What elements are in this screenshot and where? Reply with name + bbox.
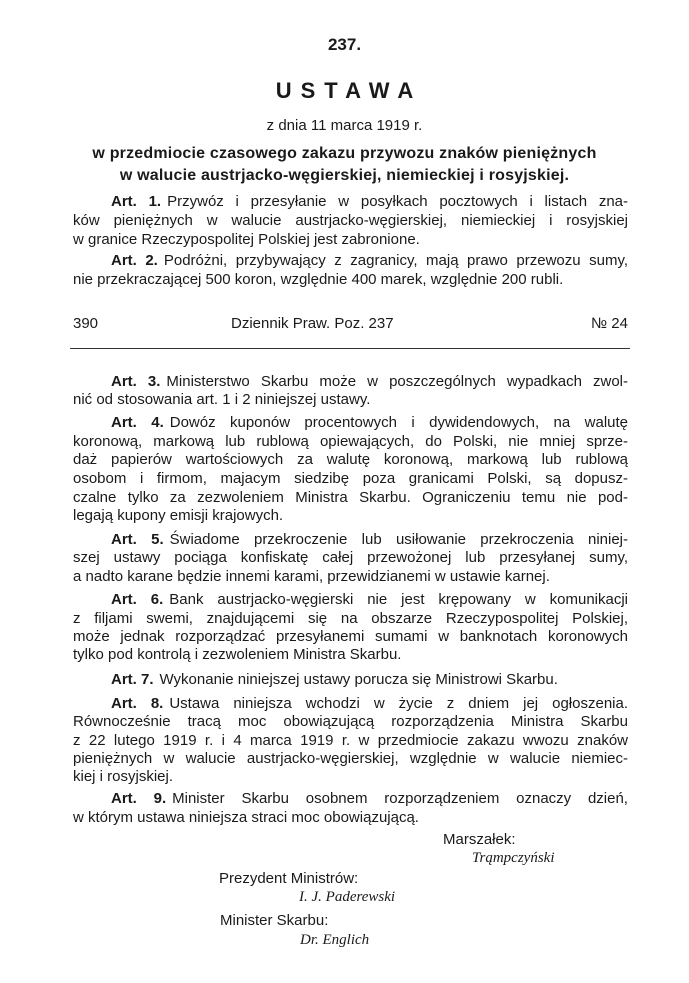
article-label: Art. 6. — [111, 591, 164, 608]
subject-line: w walucie austrjacko-węgierskiej, niemieckiej i rosyjskiej. — [119, 167, 570, 184]
article-line: legają kupony emisji krajowych. — [73, 507, 284, 524]
article-text: Minister Skarbu osobnem rozporządzeniem oznaczy dzień, — [172, 790, 628, 807]
article-label: Art. 4. — [111, 414, 164, 431]
article-label: Art. 7. — [111, 671, 154, 688]
article-first-line — [73, 671, 628, 689]
signature-name: Trąmpczyński — [472, 850, 555, 866]
article-label: Art. 1. — [111, 193, 162, 210]
page-number: 390 — [73, 315, 99, 332]
signature-name: Dr. Englich — [300, 932, 370, 948]
article-line: pieniężnych w walucie austrjacko-węgierskiej, względnie w walucie niemiec- — [73, 750, 628, 767]
article-first-line — [73, 531, 628, 549]
article-line: osobom i firmom, majacym siedzibę poza granicami Polski, są dopusz- — [73, 470, 628, 487]
article-line: a nadto karane będzie innemi karami, przewidzianemi w ustawie karnej. — [73, 568, 550, 585]
article-line: ków pieniężnych w walucie austrjacko-węgierskiej, niemieckiej i rosyjskiej — [73, 212, 628, 229]
article-line: nić od stosowania art. 1 i 2 niniejszej ustawy. — [73, 391, 371, 408]
signature-role: Minister Skarbu: — [220, 912, 329, 929]
article-line: kiej i rosyjskiej. — [73, 768, 174, 785]
journal-reference: Dziennik Praw. Poz. 237 — [231, 315, 394, 332]
article-text: Ustawa niniejsza wchodzi w życie z dniem jej ogłoszenia. — [169, 695, 628, 712]
article-first-line — [73, 193, 628, 211]
article-text: Dowóz kuponów procentowych i dywidendowych, na walutę — [169, 414, 629, 431]
article-first-line — [73, 373, 628, 391]
article-line: daż papierów wartościowych za walutę koronową, markową lub rublową — [73, 451, 628, 468]
signature-role: Marszałek: — [443, 831, 516, 848]
article-text: Przywóz i przesyłanie w posyłkach pocztowych i listach zna- — [167, 193, 628, 210]
header-rule — [70, 348, 630, 349]
article-line: może jednak rozporządzać przesyłanemi sumami w banknotach koronowych — [73, 628, 628, 645]
article-line: koronową, markową lub rublową opiewających, do Polski, nie mniej sprze- — [73, 433, 628, 450]
article-line: w którym ustawa niniejsza straci moc obowiązującą. — [73, 809, 419, 826]
act-number: 237. — [327, 35, 362, 54]
article-line: Równocześnie tracą moc obowiązującą rozporządzenia Ministra Skarbu — [73, 713, 628, 730]
issue-number: № 24 — [591, 315, 628, 332]
article-text: Bank austrjacko-węgierski nie jest krępowany w komunikacji — [169, 591, 629, 608]
article-line: z 22 lutego 1919 r. i 4 marca 1919 r. w przedmiocie zakazu wwozu znaków — [73, 732, 628, 749]
article-first-line — [73, 414, 628, 432]
article-label: Art. 2. — [111, 252, 158, 269]
article-first-line — [73, 252, 628, 270]
article-first-line — [73, 695, 628, 713]
article-label: Art. 8. — [111, 695, 164, 712]
article-line: z filjami swemi, znajdującemi się na obszarze Rzeczypospolitej Polskiej, — [73, 610, 628, 627]
article-label: Art. 3. — [111, 373, 161, 390]
subject-line: w przedmiocie czasowego zakazu przywozu znaków pieniężnych — [92, 145, 597, 162]
article-label: Art. 5. — [111, 531, 164, 548]
signature-role: Prezydent Ministrów: — [219, 870, 359, 887]
article-line: nie przekraczającej 500 koron, względnie 400 marek, względnie 200 rubli. — [73, 271, 564, 288]
article-label: Art. 9. — [111, 790, 167, 807]
article-text: Ministerstwo Skarbu może w poszczególnych wypadkach zwol- — [166, 373, 629, 390]
article-line: czalne tylko za zezwoleniem Ministra Skarbu. Ograniczeniu temu nie pod- — [73, 489, 628, 506]
document-title: USTAWA — [275, 78, 423, 103]
article-line: szej ustawy pociąga konfiskatę całej przewożonej lub przesyłanej sumy, — [73, 549, 628, 566]
article-line: w granice Rzeczypospolitej Polskiej jest zabronione. — [73, 231, 420, 248]
article-first-line — [73, 591, 628, 609]
article-line: tylko pod kontrolą i zezwoleniem Ministra Skarbu. — [73, 646, 402, 663]
signature-name: I. J. Paderewski — [299, 889, 396, 905]
document-date: z dnia 11 marca 1919 r. — [266, 117, 423, 134]
article-first-line — [73, 790, 628, 808]
article-text: Podróżni, przybywający z zagranicy, mają prawo przewozu sumy, — [163, 252, 629, 269]
article-text: Wykonanie niniejszej ustawy porucza się Ministrowi Skarbu. — [159, 671, 558, 688]
article-text: Świadome przekroczenie lub usiłowanie przekroczenia niniej- — [169, 531, 628, 548]
